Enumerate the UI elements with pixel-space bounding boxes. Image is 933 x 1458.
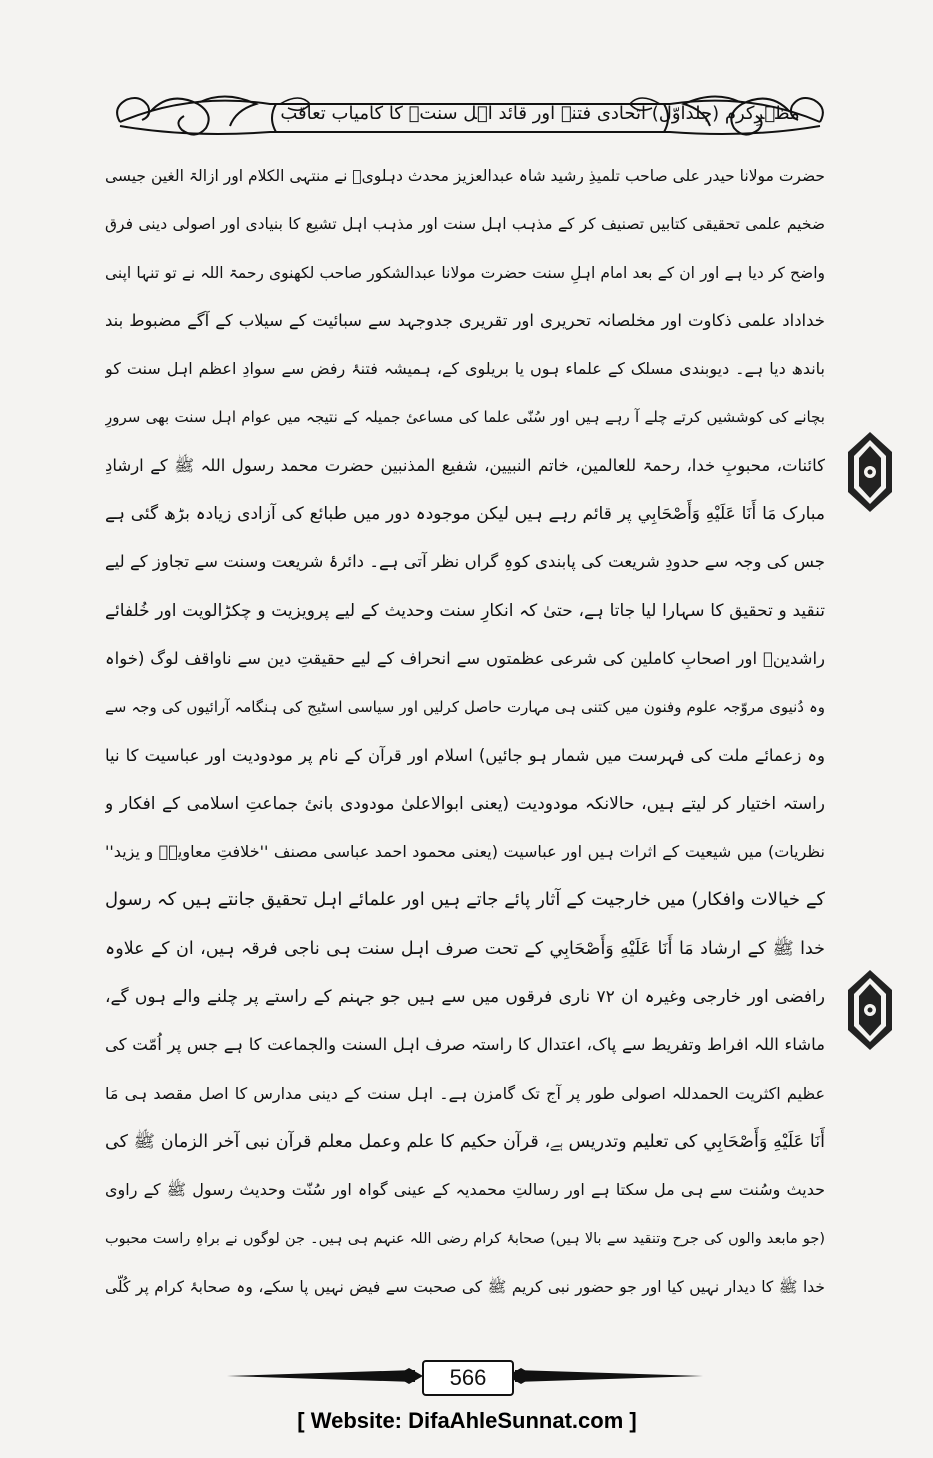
text-line: بچانے کی کوششیں کرتے چلے آ رہے ہیں اور سُنّی علما کی مساعیٔ جمیلہ کے نتیجہ میں عوام اہل سنت بھی سرورِ: [105, 408, 825, 427]
website-footer: [ Website: DifaAhleSunnat.com ]: [297, 1408, 637, 1433]
text-line: (جو مابعد والوں کی جرح وتنقید سے بالا ہیں) صحابۂ کرام رضی اللہ عنہم ہی ہیں۔ جن لوگوں نے براہِ راست محبوب: [105, 1230, 825, 1247]
text-line: ضخیم علمی تحقیقی کتابیں تصنیف کر کے مذہب اہل سنت اور مذہب اہل تشیع کا بنیادی اور اصولی دینی فرق: [105, 215, 825, 234]
text-line: خداداد علمی ذکاوت اور مخلصانہ تحریری اور تقریری جدوجہد سے سبائیت کے سیلاب کے آگے مضبوط بند: [105, 310, 825, 330]
text-line: وہ دُنیوی مروّجہ علوم وفنون میں کتنی ہی مہارت حاصل کرلیں اور سیاسی اسٹیج کی ہنگامہ آرائیوں کی وجہ سے: [105, 698, 825, 717]
text-line: واضح کر دیا ہے اور ان کے بعد امام اہلِ سنت حضرت مولانا عبدالشکور صاحب لکھنوی رحمۃ اللہ نے تو تنہا اپنی: [105, 263, 825, 282]
text-line: خدا ﷺ کے ارشاد مَا أَنَا عَلَيْهِ وَأَصْحَابِي کے تحت صرف اہل سنت ہی ناجی فرقہ ہیں، ان کے علاوہ: [105, 938, 825, 959]
side-ornament-icon: [844, 968, 896, 1052]
side-ornament-icon: [844, 430, 896, 514]
text-line: راستہ اختیار کر لیتے ہیں، حالانکہ مودودیت (یعنی ابوالاعلیٰ مودودی بانیٔ جماعتِ اسلامی کے افکار و: [105, 793, 825, 814]
page-number: 566: [422, 1360, 514, 1396]
text-line: راشدینؓ اور اصحابِ کاملین کی شرعی عظمتوں سے انحراف کے لیے حقیقتِ دین سے ناواقف لوگ (خواہ: [105, 648, 825, 668]
text-line: تنقید و تحقیق کا سہارا لیا جاتا ہے، حتیٰ کہ انکارِ سنت وحدیث کے لیے پرویزیت و چکڑالویت اور خُلفائے: [105, 600, 825, 621]
text-line: نظریات) میں شیعیت کے اثرات ہیں اور عباسیت (یعنی محمود احمد عباسی مصنف ''خلافتِ معاویہؓ و یزید'': [105, 842, 825, 862]
running-header-title: مظہرِکرم (جلداوّل) اتحادی فتنہ اور قائد اہل سنتؒ کا کامیاب تعاقب: [280, 103, 800, 124]
text-line: ماشاء اللہ افراط وتفریط سے پاک، اعتدال کا راستہ صرف اہل السنت والجماعت کا ہے جس پر اُمّت کی: [105, 1035, 825, 1055]
text-line: عظیم اکثریت الحمدللہ اصولی طور پر آج تک گامزن ہے۔ اہل سنت کے دینی مدارس کا اصل مقصد ہی مَا: [105, 1083, 825, 1103]
text-line: مبارک مَا أَنَا عَلَيْهِ وَأَصْحَابِي پر قائم رہے ہیں لیکن موجودہ دور میں طبائع کی آزادی زیادہ بڑھ گئی ہے: [105, 504, 825, 525]
text-line: جس کی وجہ سے حدودِ شریعت کی پابندی کوہِ گراں نظر آتی ہے۔ دائرۂ شریعت وسنت سے تجاوز کے لیے: [105, 552, 825, 572]
text-line: خدا ﷺ کا دیدار نہیں کیا اور جو حضور نبی کریم ﷺ کی صحبت سے فیض نہیں پا سکے، وہ صحابۂ کرام پر کُلّی: [105, 1277, 825, 1296]
text-line: أَنَا عَلَيْهِ وَأَصْحَابِي کی تعلیم وتدریس ہے، قرآن حکیم کا علم وعمل معلم قرآن نبی آخر الزمان ﷺ کی: [105, 1131, 825, 1152]
text-line: رافضی اور خارجی وغیرہ ان ۷۲ ناری فرقوں میں سے ہیں جو جہنم کے راستے پر چلنے والے ہوں گے،: [105, 987, 825, 1008]
header-banner: [100, 82, 840, 148]
body-text: [105, 152, 825, 1311]
text-line: حضرت مولانا حیدر علی صاحب تلمیذِ رشید شاہ عبدالعزیز محدث دہلویؒ نے منتہی الکلام اور ازالۃ الغین جیسی: [105, 167, 825, 185]
text-line: کے خیالات وافکار) میں خارجیت کے آثار پائے جاتے ہیں اور علمائے اہل تحقیق جانتے ہیں کہ رسول: [105, 889, 825, 911]
text-line: کائنات، محبوبِ خدا، رحمۃ للعالمین، خاتم النبیین، شفیع المذنبین حضرت محمد رسول اللہ ﷺ کے ارشادِ: [105, 455, 825, 475]
text-line: باندھ دیا ہے۔ دیوبندی مسلک کے علماء ہوں یا بریلوی کے، ہمیشہ فتنۂ رفض سے سوادِ اعظم اہل سنت کو: [105, 359, 825, 379]
text-line: وہ زعمائے ملت کی فہرست میں شمار ہو جائیں) اسلام اور قرآن کے نام پر مودودیت اور عباسیت کا نیا: [105, 745, 825, 765]
text-line: حدیث وسُنت سے ہی مل سکتا ہے اور رسالتِ محمدیہ کے عینی گواہ اور سُنّت وحدیث رسول ﷺ کے راوی: [105, 1180, 825, 1200]
